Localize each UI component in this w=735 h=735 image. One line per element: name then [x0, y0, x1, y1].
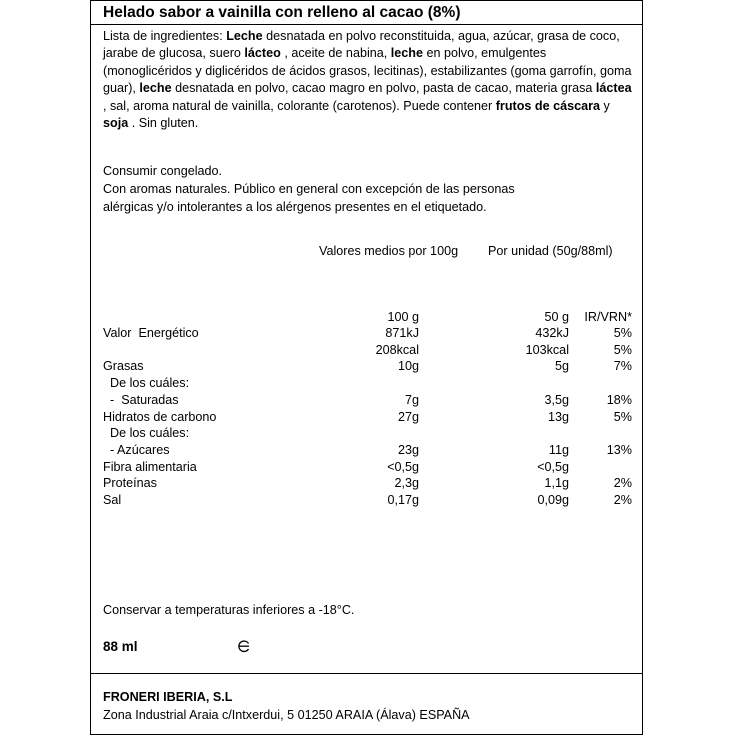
col-100g-header: 100 g	[387, 310, 419, 324]
value-vrn: 5%	[613, 326, 632, 340]
col-unit-header: 50 g	[544, 310, 569, 324]
value-per-unit: 13g	[547, 409, 569, 424]
ingredient-text: , aceite de nabina,	[280, 46, 391, 61]
value-per-100g: 208kcal	[375, 342, 419, 357]
col-vrn-header: IR/VRN*	[584, 310, 632, 324]
value-per-100g: <0,5g	[387, 459, 419, 474]
value-per-unit: 1,1g	[544, 476, 569, 491]
company-name: FRONERI IBERIA, S.L	[103, 690, 233, 704]
ingredient-text: desnatada en polvo reconstituida, agua, azúcar, grasa de coco, jarabe de glucosa, suero	[103, 29, 620, 61]
ingredient-list	[103, 28, 633, 132]
nutrient-label: Sal	[103, 493, 122, 507]
ingredient-text: . Sin gluten.	[128, 116, 199, 131]
audience-note-line-2: alérgicas y/o intolerantes a los alérgenos presentes en el etiquetado.	[103, 200, 487, 214]
value-per-unit: 103kcal	[525, 342, 569, 357]
allergen-text: Leche	[226, 29, 263, 43]
allergen-text: leche	[390, 46, 423, 61]
value-vrn: 13%	[606, 442, 632, 457]
value-vrn: 7%	[613, 359, 632, 374]
ingredient-text: en polvo, emulgentes (monoglicéridos y diglicéridos de ácidos grasos, lecitinas), estabilizantes (goma garrofín, goma guar),	[103, 46, 632, 96]
nutrient-label: Proteínas	[103, 476, 157, 491]
value-per-100g: 2,3g	[394, 476, 419, 491]
estimated-sign-icon	[237, 639, 251, 653]
top-border	[91, 0, 642, 1]
value-per-unit: 11g	[548, 442, 569, 457]
value-per-100g: 7g	[404, 392, 419, 407]
value-vrn: 2%	[613, 493, 632, 507]
header-per-unit: Por unidad (50g/88ml)	[488, 244, 613, 258]
nutrient-label: Grasas	[103, 359, 144, 374]
product-title: Helado sabor a vainilla con relleno al cacao (8%)	[103, 4, 461, 21]
nutrient-label: De los cuáles:	[103, 426, 190, 441]
value-per-100g: 871kJ	[385, 326, 419, 340]
ingredient-text: desnatada en polvo, cacao magro en polvo, pasta de cacao, materia grasa	[171, 81, 596, 96]
value-vrn: 5%	[613, 409, 632, 424]
label-frame	[90, 0, 643, 735]
title-divider	[91, 24, 642, 25]
value-per-unit: 0,09g	[537, 493, 569, 507]
company-address: Zona Industrial Araia c/Intxerdui, 5 01250 ARAIA (Álava) ESPAÑA	[103, 708, 470, 722]
allergen-text: láctea	[595, 81, 632, 96]
nutrient-label: Hidratos de carbono	[103, 409, 217, 424]
conservation-note: Conservar a temperaturas inferiores a -18°C.	[103, 603, 355, 617]
value-per-100g: 10g	[397, 359, 419, 374]
value-vrn: 18%	[606, 392, 632, 407]
allergen-text: leche	[139, 81, 172, 96]
value-vrn: 5%	[613, 342, 632, 357]
nutrient-label: Valor Energético	[103, 326, 199, 340]
value-per-100g: 0,17g	[387, 493, 419, 507]
nutrient-label: - Saturadas	[103, 392, 179, 407]
value-per-unit: 3,5g	[544, 392, 569, 407]
value-per-100g: 27g	[397, 409, 419, 424]
header-per-100g: Valores medios por 100g	[319, 244, 459, 258]
ingredient-text: y	[600, 98, 610, 113]
audience-note-line-1: Con aromas naturales. Público en general con excepción de las personas	[103, 182, 515, 196]
allergen-text: soja	[103, 116, 129, 131]
net-volume: 88 ml	[103, 639, 138, 654]
value-per-unit: 5g	[554, 359, 569, 374]
ingredient-text: , sal, aroma natural de vainilla, colorante (carotenos). Puede contener	[103, 98, 496, 113]
storage-note: Consumir congelado.	[103, 164, 223, 178]
value-per-unit: 432kJ	[535, 326, 569, 340]
ingredient-text: Lista de ingredientes:	[103, 29, 227, 43]
nutrient-label: Fibra alimentaria	[103, 459, 197, 474]
allergen-text: lácteo	[244, 46, 281, 61]
footer-divider	[91, 673, 642, 674]
value-vrn: 2%	[613, 476, 632, 491]
allergen-text: frutos de cáscara	[495, 98, 601, 113]
value-per-100g: 23g	[397, 442, 419, 457]
nutrient-label: De los cuáles:	[103, 376, 190, 391]
value-per-unit: <0,5g	[537, 459, 569, 474]
nutrient-label: - Azúcares	[103, 442, 170, 457]
